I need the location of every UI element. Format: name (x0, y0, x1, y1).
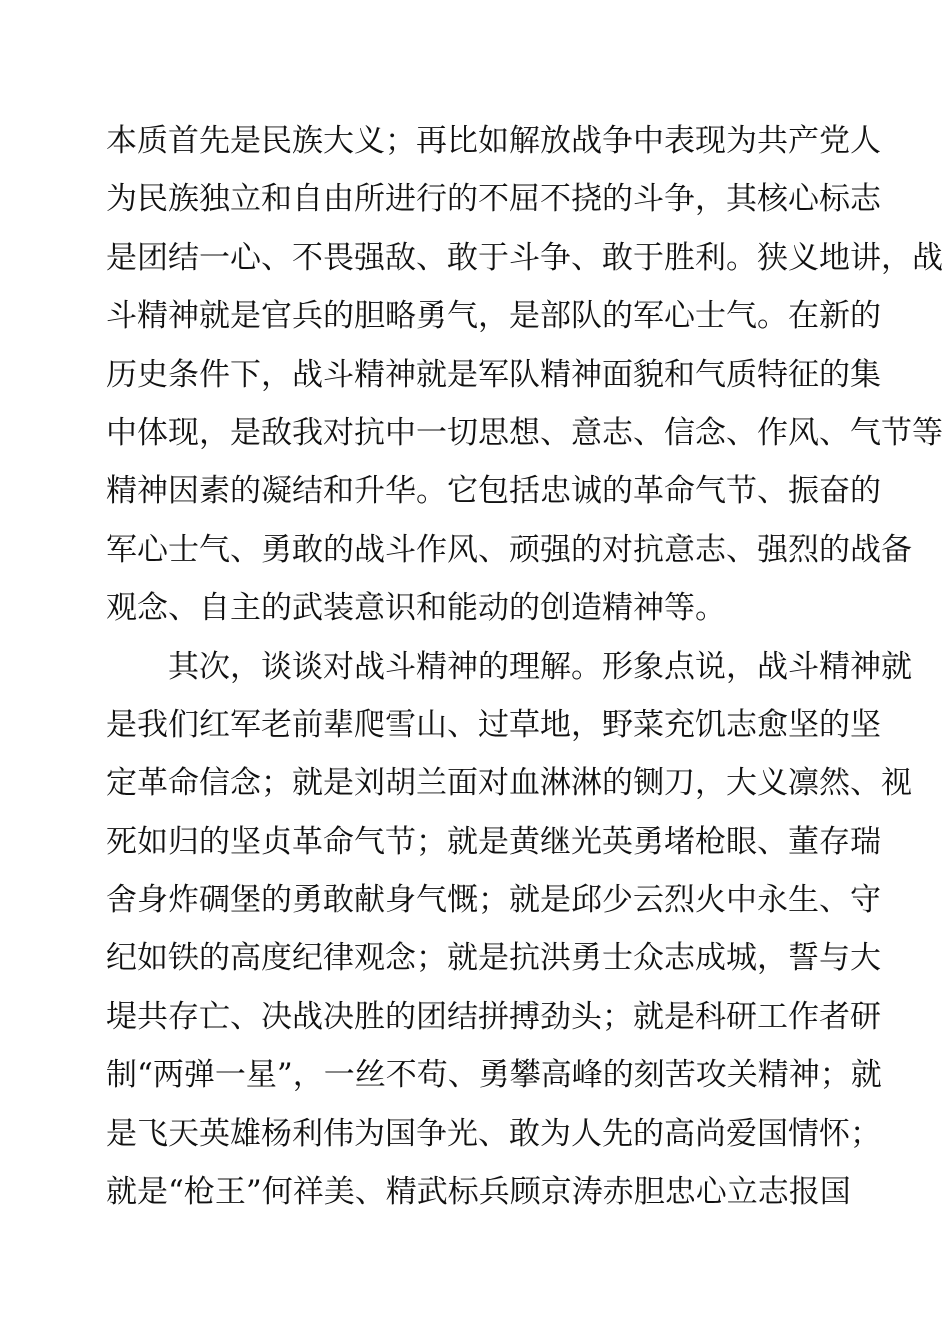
text-line: 定革命信念；就是刘胡兰面对血淋淋的铡刀，大义凛然、视 (106, 765, 912, 802)
text-line: 是飞天英雄杨利伟为国争光、敢为人先的高尚爱国情怀； (106, 1115, 881, 1152)
text-line: 舍身炸碉堡的勇敢献身气慨；就是邱少云烈火中永生、守 (106, 882, 881, 919)
text-line: 精神因素的凝结和升华。它包括忠诚的革命气节、振奋的 (106, 473, 881, 510)
text-line: 就是“枪王”何祥美、精武标兵顾京涛赤胆忠心立志报国 (106, 1174, 851, 1211)
text-line: 是我们红军老前辈爬雪山、过草地，野菜充饥志愈坚的坚 (106, 706, 881, 743)
text-line: 为民族独立和自由所进行的不屈不挠的斗争，其核心标志 (106, 181, 881, 218)
text-line: 中体现，是敌我对抗中一切思想、意志、信念、作风、气节等 (106, 414, 943, 451)
text-line: 是团结一心、不畏强敌、敢于斗争、敢于胜利。狭义地讲，战 (106, 239, 943, 276)
text-line: 死如归的坚贞革命气节；就是黄继光英勇堵枪眼、董存瑞 (106, 823, 881, 860)
text-line: 本质首先是民族大义；再比如解放战争中表现为共产党人 (106, 123, 881, 159)
text-line: 制“两弹一星”，一丝不苟、勇攀高峰的刻苦攻关精神；就 (106, 1057, 882, 1094)
text-line: 其次，谈谈对战斗精神的理解。形象点说，战斗精神就 (168, 648, 912, 685)
text-line: 堤共存亡、决战决胜的团结拼搏劲头；就是科研工作者研 (106, 998, 881, 1035)
text-line: 军心士气、勇敢的战斗作风、顽强的对抗意志、强烈的战备 (106, 531, 912, 568)
text-line: 斗精神就是官兵的胆略勇气，是部队的军心士气。在新的 (106, 298, 881, 335)
text-line: 纪如铁的高度纪律观念；就是抗洪勇士众志成城，誓与大 (106, 940, 881, 977)
text-line: 观念、自主的武装意识和能动的创造精神等。 (106, 590, 726, 627)
text-line: 历史条件下，战斗精神就是军队精神面貌和气质特征的集 (106, 356, 881, 393)
body-text (106, 112, 943, 1221)
